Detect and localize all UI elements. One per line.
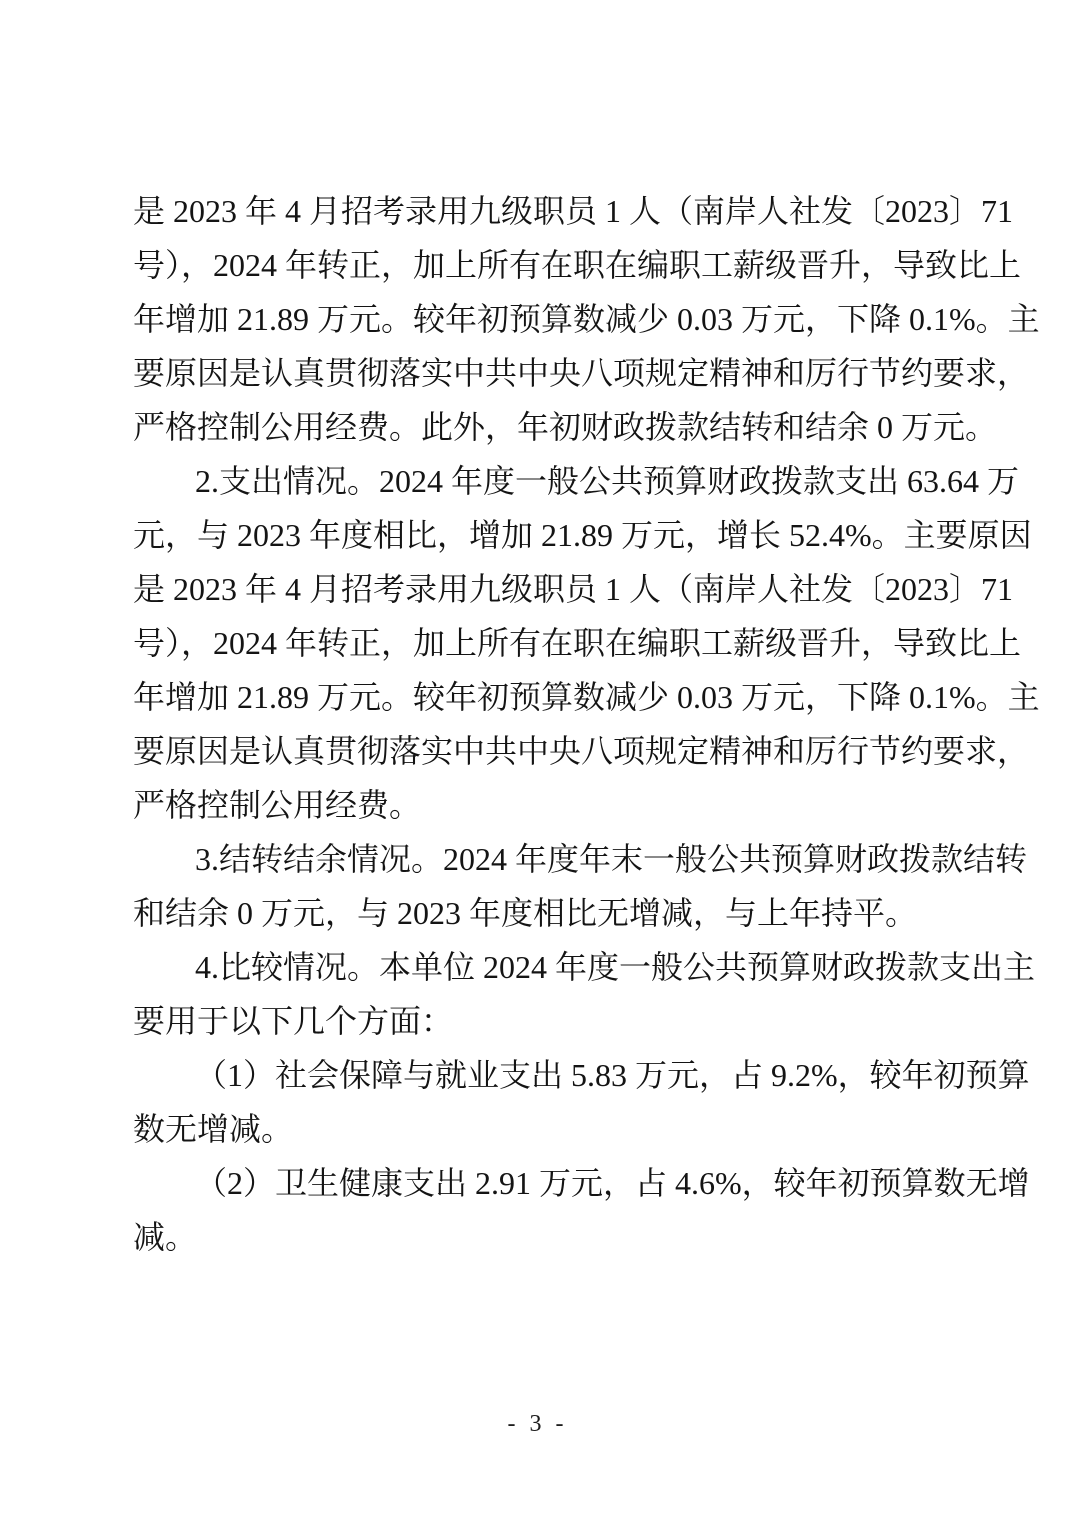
text-line: 年增加 21.89 万元。较年初预算数减少 0.03 万元，下降 0.1%。主 <box>133 301 1040 337</box>
text-line: 2.支出情况。2024 年度一般公共预算财政拨款支出 63.64 万 <box>195 463 1020 499</box>
text-line: （1）社会保障与就业支出 5.83 万元，占 9.2%，较年初预算 <box>195 1057 1030 1093</box>
text-line: 是 2023 年 4 月招考录用九级职员 1 人（南岸人社发〔2023〕71 <box>133 193 1014 229</box>
text-line: 4.比较情况。本单位 2024 年度一般公共预算财政拨款支出主 <box>195 949 1036 985</box>
text-line: 数无增减。 <box>133 1111 294 1147</box>
text-line: 号），2024 年转正，加上所有在职在编职工薪级晋升，导致比上 <box>133 247 1022 283</box>
text-line: （2）卫生健康支出 2.91 万元，占 4.6%，较年初预算数无增 <box>195 1165 1030 1201</box>
text-line: 要原因是认真贯彻落实中共中央八项规定精神和厉行节约要求， <box>133 733 1030 769</box>
text-line: 元，与 2023 年度相比，增加 21.89 万元，增长 52.4%。主要原因 <box>133 517 1032 553</box>
document-body <box>133 184 1040 1264</box>
text-line: 3.结转结余情况。2024 年度年末一般公共预算财政拨款结转 <box>195 841 1028 877</box>
page-number: - 3 - <box>507 1411 568 1437</box>
text-line: 严格控制公用经费。 <box>133 787 422 823</box>
text-line: 年增加 21.89 万元。较年初预算数减少 0.03 万元，下降 0.1%。主 <box>133 679 1040 715</box>
text-line: 减。 <box>133 1219 198 1255</box>
text-line: 号），2024 年转正，加上所有在职在编职工薪级晋升，导致比上 <box>133 625 1022 661</box>
text-line: 是 2023 年 4 月招考录用九级职员 1 人（南岸人社发〔2023〕71 <box>133 571 1014 607</box>
text-line: 和结余 0 万元，与 2023 年度相比无增减，与上年持平。 <box>133 895 918 931</box>
text-line: 严格控制公用经费。此外，年初财政拨款结转和结余 0 万元。 <box>133 409 998 445</box>
text-line: 要用于以下几个方面： <box>133 1003 454 1039</box>
text-line: 要原因是认真贯彻落实中共中央八项规定精神和厉行节约要求， <box>133 355 1030 391</box>
